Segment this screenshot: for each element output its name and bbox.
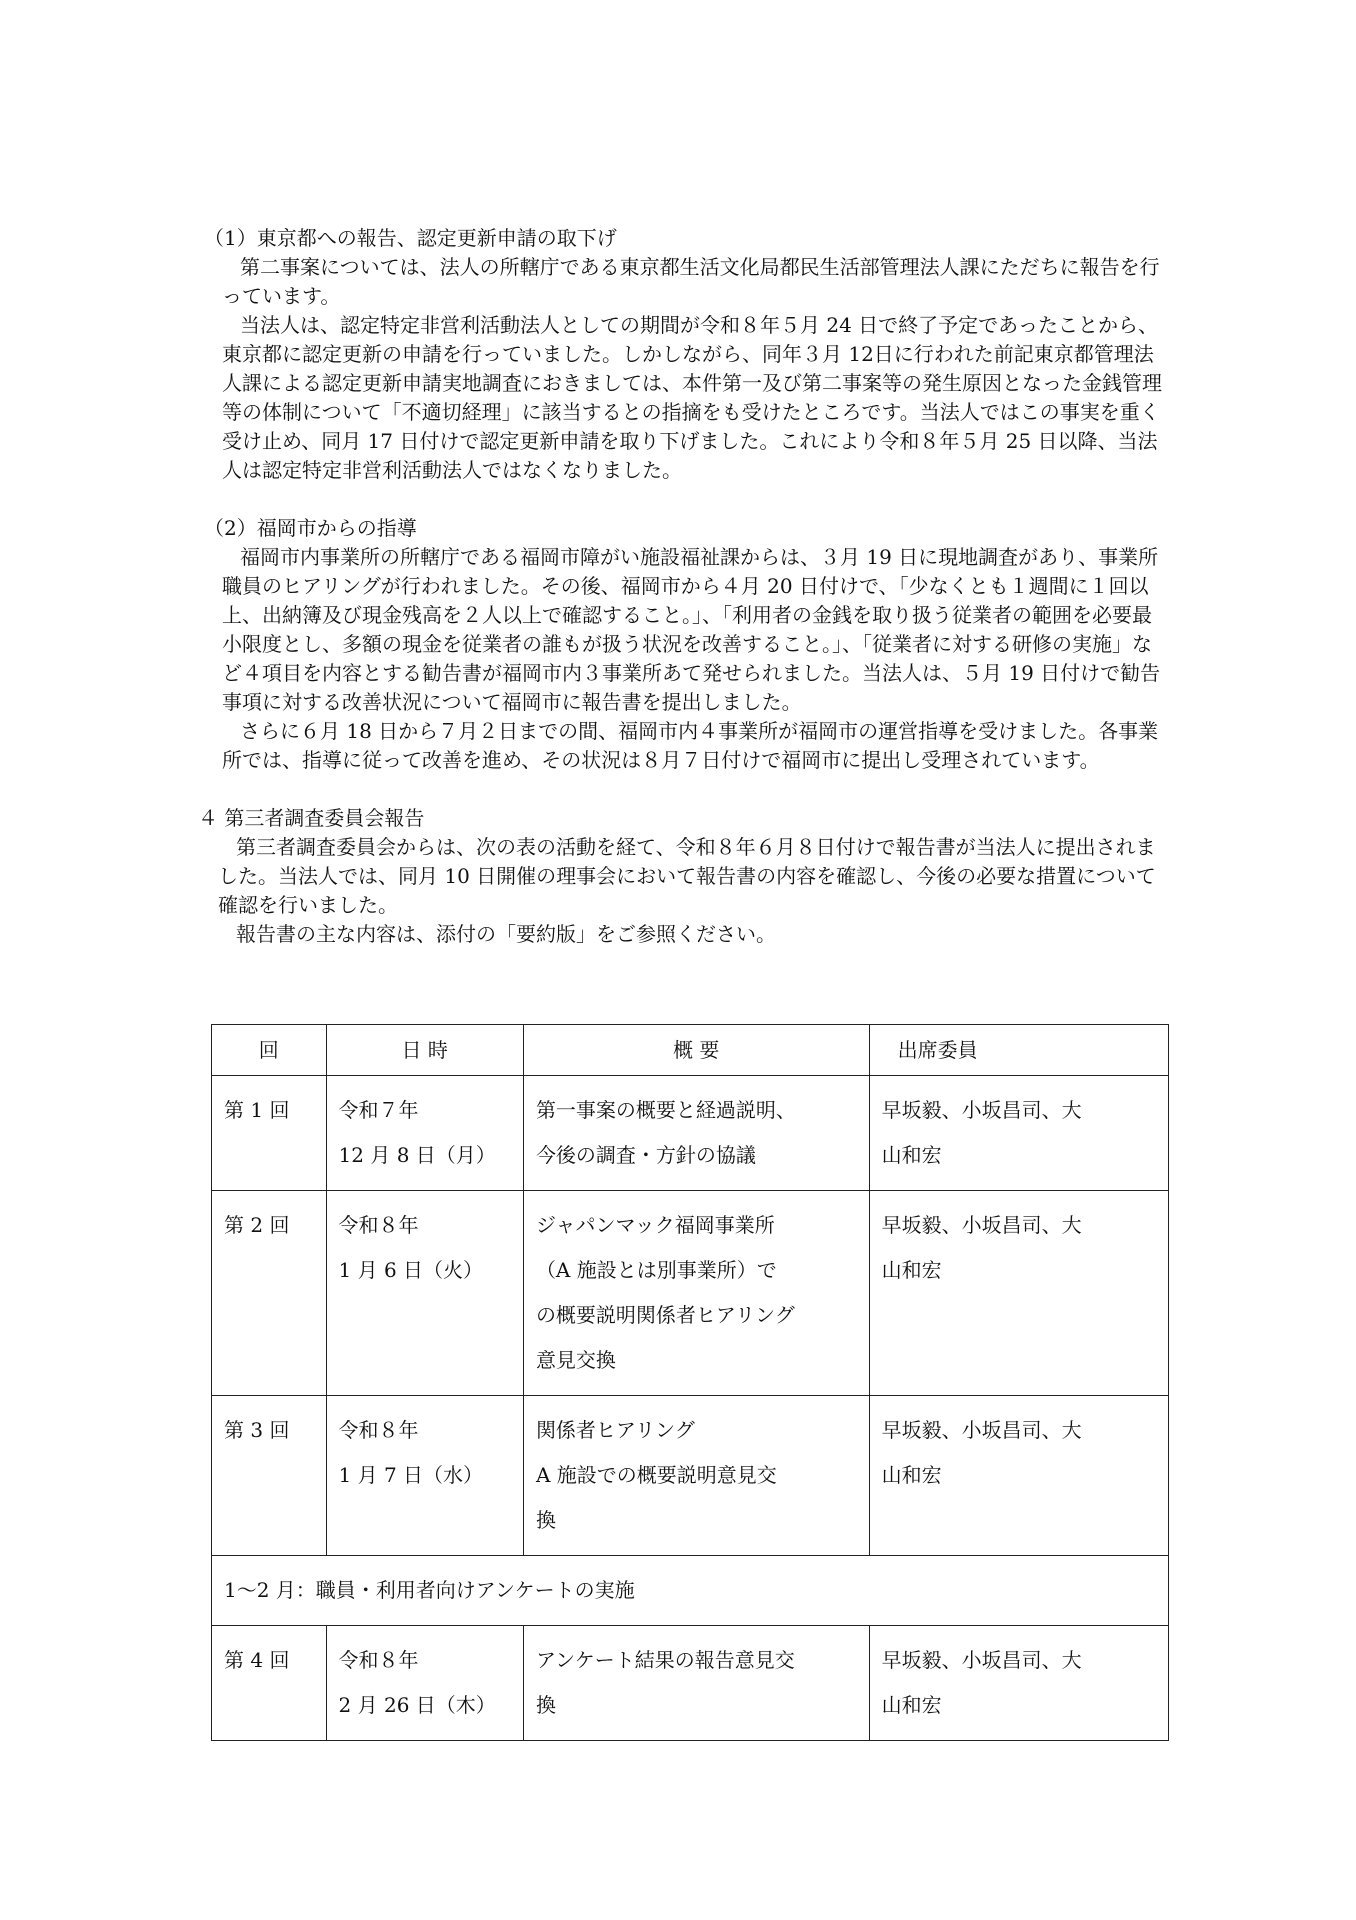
attendees-cell: 早坂毅、小坂昌司、大 山和宏 (869, 1396, 1168, 1556)
date-cell: 令和７年 12 月 8 日（月） (326, 1076, 523, 1191)
attendees-cell: 早坂毅、小坂昌司、大 山和宏 (869, 1626, 1168, 1741)
table-row (212, 1191, 1169, 1396)
summary-cell: ジャパンマック福岡事業所 （A 施設とは別事業所）で の概要説明関係者ヒアリング 意見交換 (523, 1191, 869, 1396)
committee-activity-table (211, 1024, 1169, 1741)
document-body (198, 224, 1163, 949)
date-cell: 令和８年 2 月 26 日（木） (326, 1626, 523, 1741)
header-date: 日 時 (326, 1025, 523, 1076)
round-cell: 第 4 回 (212, 1626, 327, 1741)
summary-cell: 関係者ヒアリング A 施設での概要説明意見交 換 (523, 1396, 869, 1556)
table-row (212, 1396, 1169, 1556)
attendees-cell: 早坂毅、小坂昌司、大 山和宏 (869, 1076, 1168, 1191)
section-4-paragraph-1: 第三者調査委員会からは、次の表の活動を経て、令和８年６月８日付けで報告書が当法人に提出されました。当法人では、同月 10 日開催の理事会において報告書の内容を確認し、今後の必要な措置について確認を行いました。 (218, 835, 1156, 917)
date-cell: 令和８年 1 月 7 日（水） (326, 1396, 523, 1556)
table-row (212, 1626, 1169, 1741)
section-2-paragraph-2: さらに６月 18 日から７月２日までの間、福岡市内４事業所が福岡市の運営指導を受けました。各事業所では、指導に従って改善を進め、その状況は８月７日付けで福岡市に提出し受理されています。 (222, 719, 1159, 772)
date-cell: 令和８年 1 月 6 日（火） (326, 1191, 523, 1396)
section-4-paragraph-2: 報告書の主な内容は、添付の「要約版」をご参照ください。 (236, 922, 776, 946)
attendees-cell: 早坂毅、小坂昌司、大 山和宏 (869, 1191, 1168, 1396)
header-round: 回 (212, 1025, 327, 1076)
header-summary: 概 要 (523, 1025, 869, 1076)
section-1-paragraph-1: 第二事案については、法人の所轄庁である東京都生活文化局都民生活部管理法人課にただちに報告を行っています。 (222, 255, 1160, 308)
section-2-paragraph-1: 福岡市内事業所の所轄庁である福岡市障がい施設福祉課からは、３月 19 日に現地調査があり、事業所職員のヒアリングが行われました。その後、福岡市から４月 20 日付けで、「少なくとも１週間に１回以上、出納簿及び現金残高を２人以上で確認すること。」、「利用者の金銭を取り扱う従業者の範囲を必要最小限度とし、多額の現金を従業者の誰もが扱う状況を改善すること。」、「従業者に対する研修の実施」など４項目を内容とする勧告書が福岡市内３事業所あて発せられました。当法人は、５月 19 日付けで勧告事項に対する改善状況について福岡市に報告書を提出しました。 (222, 545, 1161, 714)
table-row (212, 1076, 1169, 1191)
round-cell: 第 2 回 (212, 1191, 327, 1396)
section-4-heading: ４ 第三者調査委員会報告 (198, 806, 425, 830)
table-header-row (212, 1025, 1169, 1076)
survey-note-cell: 1～2 月：職員・利用者向けアンケートの実施 (212, 1556, 1169, 1626)
section-2-heading: （2）福岡市からの指導 (204, 516, 417, 540)
summary-cell: 第一事案の概要と経過説明、 今後の調査・方針の協議 (523, 1076, 869, 1191)
round-cell: 第 3 回 (212, 1396, 327, 1556)
section-1-paragraph-2: 当法人は、認定特定非営利活動法人としての期間が令和８年５月 24 日で終了予定であったことから、東京都に認定更新の申請を行っていました。しかしながら、同年３月 12日に行われた前記東京都管理法人課による認定更新申請実地調査におきましては、本件第一及び第二事案等の発生原因となった金銭管理等の体制について「不適切経理」に該当するとの指摘をも受けたところです。当法人ではこの事実を重く受け止め、同月 17 日付けで認定更新申請を取り下げました。これにより令和８年５月 25 日以降、当法人は認定特定非営利活動法人ではなくなりました。 (222, 313, 1162, 482)
summary-cell: アンケート結果の報告意見交 換 (523, 1626, 869, 1741)
header-attendees: 出席委員 (869, 1025, 1168, 1076)
section-1-heading: （1）東京都への報告、認定更新申請の取下げ (204, 226, 617, 250)
round-cell: 第 1 回 (212, 1076, 327, 1191)
table-span-row (212, 1556, 1169, 1626)
